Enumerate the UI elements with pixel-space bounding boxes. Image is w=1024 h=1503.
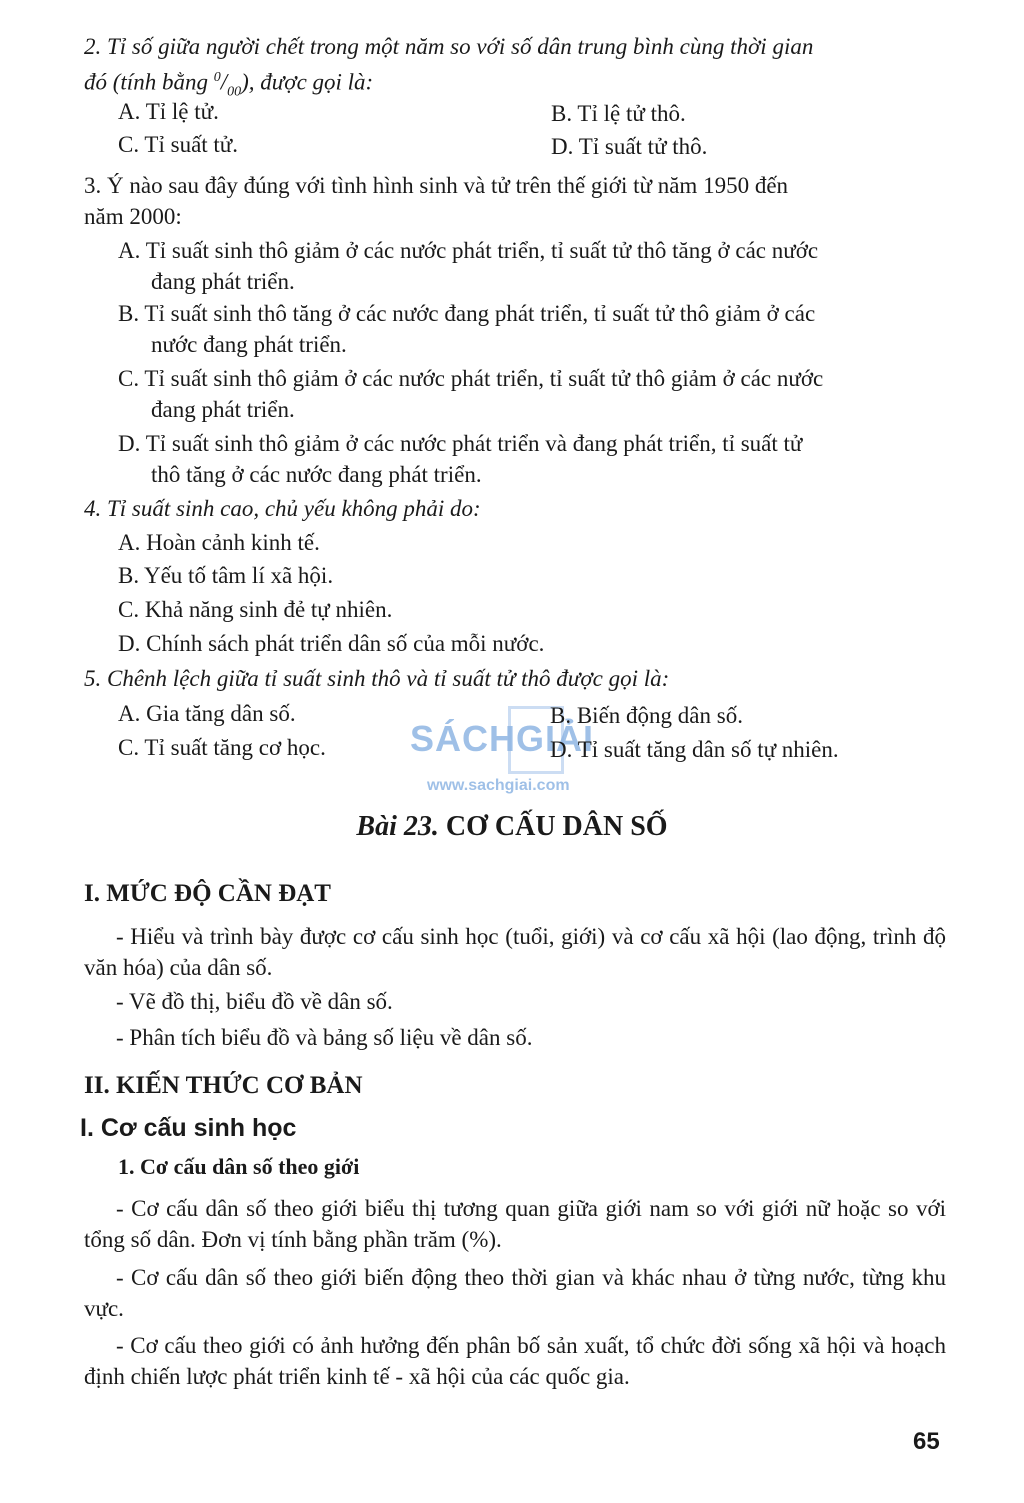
q3-option-b [118,298,954,360]
section-1-paragraph-3: - Phân tích biểu đồ và bảng số liệu về dân số. [116,1025,533,1050]
question-3-line-2: năm 2000: [84,204,182,229]
q3-option-a [118,235,954,297]
lesson-number: Bài 23. [356,811,439,842]
q2-option-d: D. Tỉ suất tử thô. [551,134,708,159]
per-mille-sup: 0 [213,70,221,85]
lesson-name: CƠ CẤU DÂN SỐ [445,811,668,842]
q4-option-c: C. Khả năng sinh đẻ tự nhiên. [118,597,393,622]
subsubsection-heading: 1. Cơ cấu dân số theo giới [118,1154,360,1179]
watermark-url: www.sachgiai.com [427,777,570,794]
question-2-line-2: đó (tính bằng [84,69,214,95]
q3-option-d-line-2: thô tăng ở các nước đang phát triển. [151,462,482,487]
section-2-paragraph-3: - Cơ cấu theo giới có ảnh hưởng đến phân bố sản xuất, tổ chức đời sống xã hội và hoạch định chiến lược phát triển kinh tế - xã hội của các quốc gia. [84,1333,946,1389]
q5-option-a: A. Gia tăng dân số. [118,701,296,726]
q3-option-d-line-1: D. Tỉ suất sinh thô giảm ở các nước phát triển và đang phát triển, tỉ suất tử [118,431,803,456]
watermark-logo: SÁCHGIẢI [410,718,595,759]
q3-option-b-line-2: nước đang phát triển. [151,332,347,357]
q3-option-c-line-2: đang phát triển. [151,397,295,422]
question-4-stem: 4. Tỉ suất sinh cao, chủ yếu không phải do: [84,496,481,521]
question-2-line-2-end: ), được gọi là: [241,69,374,95]
q2-option-a: A. Tỉ lệ tử. [118,99,219,124]
subsection-heading: I. Cơ cấu sinh học [80,1114,297,1142]
q2-option-c: C. Tỉ suất tử. [118,132,239,157]
section-1-paragraph-2: - Vẽ đồ thị, biểu đồ về dân số. [116,989,393,1014]
per-mille-sub: 00 [227,84,242,100]
q3-option-d [118,428,954,490]
q5-option-d: D. Tỉ suất tăng dân số tự nhiên. [550,737,839,762]
q5-option-b: B. Biến động dân số. [550,703,743,728]
q4-option-a: A. Hoàn cảnh kinh tế. [118,530,320,555]
q3-option-a-line-2: đang phát triển. [151,269,295,294]
section-2-paragraph-1: - Cơ cấu dân số theo giới biểu thị tương quan giữa giới nam so với giới nữ hoặc so với tổng số dân. Đơn vị tính bằng phần trăm (%). [84,1196,946,1252]
question-2-line-1: 2. Tỉ số giữa người chết trong một năm so với số dân trung bình cùng thời gian [84,34,814,59]
question-5-stem: 5. Chênh lệch giữa tỉ suất sinh thô và tỉ suất tử thô được gọi là: [84,666,670,691]
question-3-stem [84,170,954,232]
q4-option-d: D. Chính sách phát triển dân số của mỗi nước. [118,631,545,656]
page-number: 65 [913,1428,940,1455]
q3-option-b-line-1: B. Tỉ suất sinh thô tăng ở các nước đang phát triển, tỉ suất tử thô giảm ở các [118,301,816,326]
q3-option-a-line-1: A. Tỉ suất sinh thô giảm ở các nước phát triển, tỉ suất tử thô tăng ở các nước [118,238,819,263]
section-2-heading: II. KIẾN THỨC CƠ BẢN [84,1072,363,1099]
section-1-paragraph-1: - Hiểu và trình bày được cơ cấu sinh học (tuổi, giới) và cơ cấu xã hội (lao động, trình độ văn hóa) của dân số. [84,924,946,980]
per-mille-slash: / [220,69,228,95]
section-1-heading: I. MỨC ĐỘ CẦN ĐẠT [84,880,331,907]
lesson-title [0,811,1024,843]
q5-option-c: C. Tỉ suất tăng cơ học. [118,735,326,760]
q3-option-c [118,363,954,425]
q2-option-b: B. Tỉ lệ tử thô. [551,101,686,126]
section-2-paragraph-2: - Cơ cấu dân số theo giới biến động theo thời gian và khác nhau ở từng nước, từng khu vực. [84,1265,946,1321]
q3-option-c-line-1: C. Tỉ suất sinh thô giảm ở các nước phát triển, tỉ suất tử thô giảm ở các nước [118,366,824,391]
question-3-line-1: 3. Ý nào sau đây đúng với tình hình sinh và tử trên thế giới từ năm 1950 đến [84,173,789,198]
q4-option-b: B. Yếu tố tâm lí xã hội. [118,563,334,588]
